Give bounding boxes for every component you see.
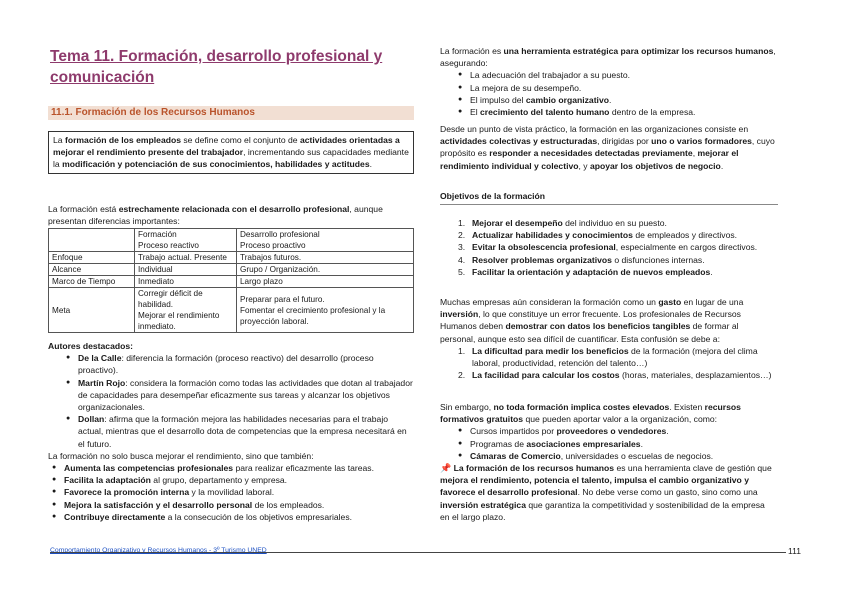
text: actividades orientadas a mejorar el rendimiento presente del trabajador [53, 135, 400, 158]
text: El impulso del [470, 94, 526, 105]
text: de empleados y directivos. [632, 230, 738, 241]
authors-section [48, 340, 414, 523]
table-cell: Trabajo actual. Presente [135, 252, 237, 264]
text: y la movilidad laboral. [189, 487, 275, 498]
text: , incrementando sus capacidades mediante la [53, 147, 409, 170]
free-resources-paragraph [440, 401, 776, 523]
table-row [49, 288, 414, 333]
table-cell: Formación Proceso reactivo [135, 229, 237, 252]
text: del individuo en su puesto. [562, 218, 667, 228]
text: o disfunciones internas. [611, 254, 705, 265]
text: , lo que constituye un error frecuente. Los profesionales de Recursos Humanos deben [440, 309, 741, 332]
table-cell: Desarrollo profesional Proceso proactivo [237, 229, 414, 252]
text: en lugar de una [681, 297, 744, 307]
text: que pueden aportar valor a la organización, como: [523, 414, 718, 425]
text: para realizar eficazmente las tareas. [233, 463, 374, 474]
text: . No debe verse como un gasto, sino como una [577, 487, 758, 498]
text: proveedores o vendedores [556, 426, 667, 437]
text: no toda formación implica costes elevados [493, 402, 670, 412]
text: , dirigidas por [597, 136, 652, 147]
text: uno o varios formadores [651, 136, 752, 147]
practical-paragraph [440, 123, 778, 172]
footer-link[interactable]: Comportamiento Organizativo y Recursos Humanos - 3º Turismo UNED [50, 547, 267, 554]
table-cell: Alcance [49, 264, 135, 276]
table-cell: Enfoque [49, 252, 135, 264]
text: , aunque presentan diferencias importantes: [48, 204, 383, 227]
text: La facilidad para calcular los costos [472, 370, 620, 381]
text: (horas, materiales, desplazamientos…) [619, 370, 772, 381]
cost-paragraph [440, 296, 776, 381]
authors-list [48, 352, 414, 450]
table-cell: Grupo / Organización. [237, 264, 414, 276]
text: a la consecución de los objetivos empresariales. [165, 511, 353, 522]
reasons-list [440, 345, 776, 382]
list-number: 1. [458, 345, 466, 356]
table-cell: Inmediato [135, 276, 237, 288]
text: , y [578, 160, 590, 171]
list-item [62, 377, 414, 414]
pushpin-icon: 📌 [440, 463, 452, 474]
table-cell: Marco de Tiempo [49, 276, 135, 288]
table-row [49, 252, 414, 264]
list-item [48, 474, 414, 486]
text: al grupo, departamento y empresa. [150, 475, 288, 486]
text: . Existen [669, 402, 705, 412]
text: inversión estratégica [440, 499, 526, 510]
text: . [608, 94, 612, 105]
table-cell: Corregir déficit de habilidad. Mejorar el rendimiento inmediato. [135, 288, 237, 333]
footer-rule [50, 552, 786, 553]
text: Cámaras de Comercio [470, 450, 561, 461]
table-cell: Individual [135, 264, 237, 276]
list-number: 2. [458, 230, 466, 241]
text: que garantiza la competitividad y sostenibilidad de la empresa en el largo plazo. [440, 499, 765, 522]
text: Facilitar la orientación y adaptación de nuevos empleados [472, 266, 711, 277]
comparison-table [48, 228, 414, 333]
list-item [48, 511, 414, 523]
list-number: 2. [458, 370, 466, 381]
text: , asegurando: [440, 46, 776, 69]
text: Favorece la promoción interna [64, 487, 190, 498]
text: asociaciones empresariales [526, 438, 641, 449]
author-text: : considera la formación como todas las actividades que dotan al trabajador de capacidades para desempeñar eficazmente sus tareas y alcanzar los objetivos organizacionales. [78, 377, 413, 413]
list-item [454, 438, 776, 450]
also-intro: La formación no solo busca mejorar el rendimiento, sino que también: [48, 450, 314, 461]
list-item [48, 499, 414, 511]
list-item [454, 450, 776, 462]
text: se define como el conjunto de [181, 135, 300, 145]
text: Aumenta las competencias profesionales [64, 463, 234, 474]
text: estrechamente relacionada con el desarrollo profesional [118, 204, 350, 214]
ensures-list [440, 69, 776, 118]
free-resources-list [440, 425, 776, 462]
definition-box [48, 131, 414, 174]
table-cell: Trabajos futuros. [237, 252, 414, 264]
text: Evitar la obsolescencia profesional [472, 242, 616, 253]
text: de formar al personal, aunque esto sea difícil de cuantificar. Esta confusión se debe a: [440, 321, 739, 344]
benefits-list [48, 462, 414, 523]
text: , universidades o escuelas de negocios. [560, 450, 714, 461]
list-item [454, 254, 776, 266]
table-cell [49, 229, 135, 252]
text: Resolver problemas organizativos [472, 254, 612, 265]
text: gasto [658, 297, 682, 307]
text: apoyar los objetivos de negocio [589, 160, 721, 171]
text: La dificultad para medir los beneficios [472, 345, 629, 356]
text: La formación de los recursos humanos [453, 463, 615, 474]
strategic-intro [440, 45, 776, 118]
objectives-list [440, 217, 776, 278]
text: El [470, 107, 481, 118]
list-item [62, 352, 414, 376]
text: responder a necesidades detectadas previamente [489, 148, 693, 159]
text: La adecuación del trabajador a su puesto. [470, 70, 631, 81]
list-item [454, 217, 776, 229]
list-item [48, 462, 414, 474]
text: La formación es [440, 46, 504, 56]
text: formación de los empleados [64, 135, 181, 145]
list-number: 4. [458, 254, 466, 265]
list-item [454, 229, 776, 241]
list-number: 5. [458, 266, 466, 277]
author-name: Martín Rojo [78, 377, 126, 388]
page-number: 111 [788, 546, 801, 556]
text: Mejora la satisfacción y el desarrollo personal [64, 499, 253, 510]
table-row [49, 229, 414, 252]
text: una herramienta estratégica para optimizar los recursos humanos [503, 46, 774, 56]
text: mejorar el rendimiento individual y colectivo [440, 148, 739, 171]
text: , cuyo propósito es [440, 136, 775, 159]
text: crecimiento del talento humano [480, 107, 610, 118]
text: , [692, 148, 698, 159]
author-text: : diferencia la formación (proceso reactivo) del desarrollo (proceso proactivo). [78, 353, 374, 376]
conclusion-paragraph [440, 462, 776, 523]
text: La [53, 135, 65, 145]
list-item [454, 82, 776, 94]
list-item [454, 69, 776, 81]
table-row [49, 264, 414, 276]
list-number: 1. [458, 218, 466, 228]
text: Sin embargo, [440, 402, 494, 412]
text: de los empleados. [252, 499, 325, 510]
text: Actualizar habilidades y conocimientos [472, 230, 633, 241]
table-cell: Meta [49, 288, 135, 333]
list-item [454, 241, 776, 253]
text: . [720, 160, 724, 171]
table-row [49, 276, 414, 288]
text: La formación está [48, 204, 119, 214]
text: Facilita la adaptación [64, 475, 151, 486]
text: es una herramienta clave de gestión que [614, 463, 772, 474]
list-item [454, 266, 776, 278]
list-item [454, 94, 776, 106]
text: La mejora de su desempeño. [470, 82, 582, 93]
text: dentro de la empresa. [609, 107, 696, 118]
list-item [454, 369, 776, 381]
table-cell: Largo plazo [237, 276, 414, 288]
author-name: De la Calle [78, 353, 122, 364]
page-title: Tema 11. Formación, desarrollo profesional y comunicación [50, 48, 383, 86]
list-item [454, 425, 776, 437]
text: cambio organizativo [525, 94, 609, 105]
section-heading: 11.1. Formación de los Recursos Humanos [48, 106, 414, 120]
list-item [454, 106, 776, 118]
text: , especialmente en cargos directivos. [615, 242, 758, 253]
text: Cursos impartidos por [470, 426, 557, 437]
text: de la formación (mejora del clima laboral, productividad, retención del talento…) [472, 345, 758, 369]
table-intro [48, 203, 414, 227]
list-number: 3. [458, 242, 466, 253]
text: demostrar con datos los beneficios tangibles [505, 321, 691, 332]
list-item [62, 413, 414, 450]
text: . [369, 159, 373, 170]
text: modificación y potenciación de sus conocimientos, habilidades y actitudes [62, 159, 370, 170]
text: inversión [440, 309, 479, 320]
text: recursos formativos gratuitos [440, 402, 741, 425]
text: Muchas empresas aún consideran la formación como un [440, 297, 659, 307]
list-item [48, 486, 414, 498]
text: mejora el rendimiento, potencia el talento, impulsa el cambio organizativo y favorece el desarrollo profesional [440, 475, 749, 498]
text: actividades colectivas y estructuradas [440, 136, 598, 147]
text: . [666, 426, 669, 437]
text: Desde un punto de vista práctico, la formación en las organizaciones consiste en [440, 124, 749, 134]
text: . [710, 266, 713, 277]
table-cell: Preparar para el futuro. Fomentar el crecimiento profesional y la proyección laboral. [237, 288, 414, 333]
objectives-heading: Objetivos de la formación [440, 190, 778, 205]
text: Mejorar el desempeño [472, 218, 563, 228]
list-item [454, 345, 776, 369]
text: Contribuye directamente [64, 511, 166, 522]
author-text: : afirma que la formación mejora las habilidades necesarias para el trabajo actual, mientras que el desarrollo dota de competencias que la empresa necesitará en el futuro. [78, 414, 407, 449]
text: Programas de [470, 438, 527, 449]
authors-heading: Autores destacados: [48, 341, 134, 351]
author-name: Dollan [78, 414, 105, 425]
text: . [640, 438, 643, 449]
